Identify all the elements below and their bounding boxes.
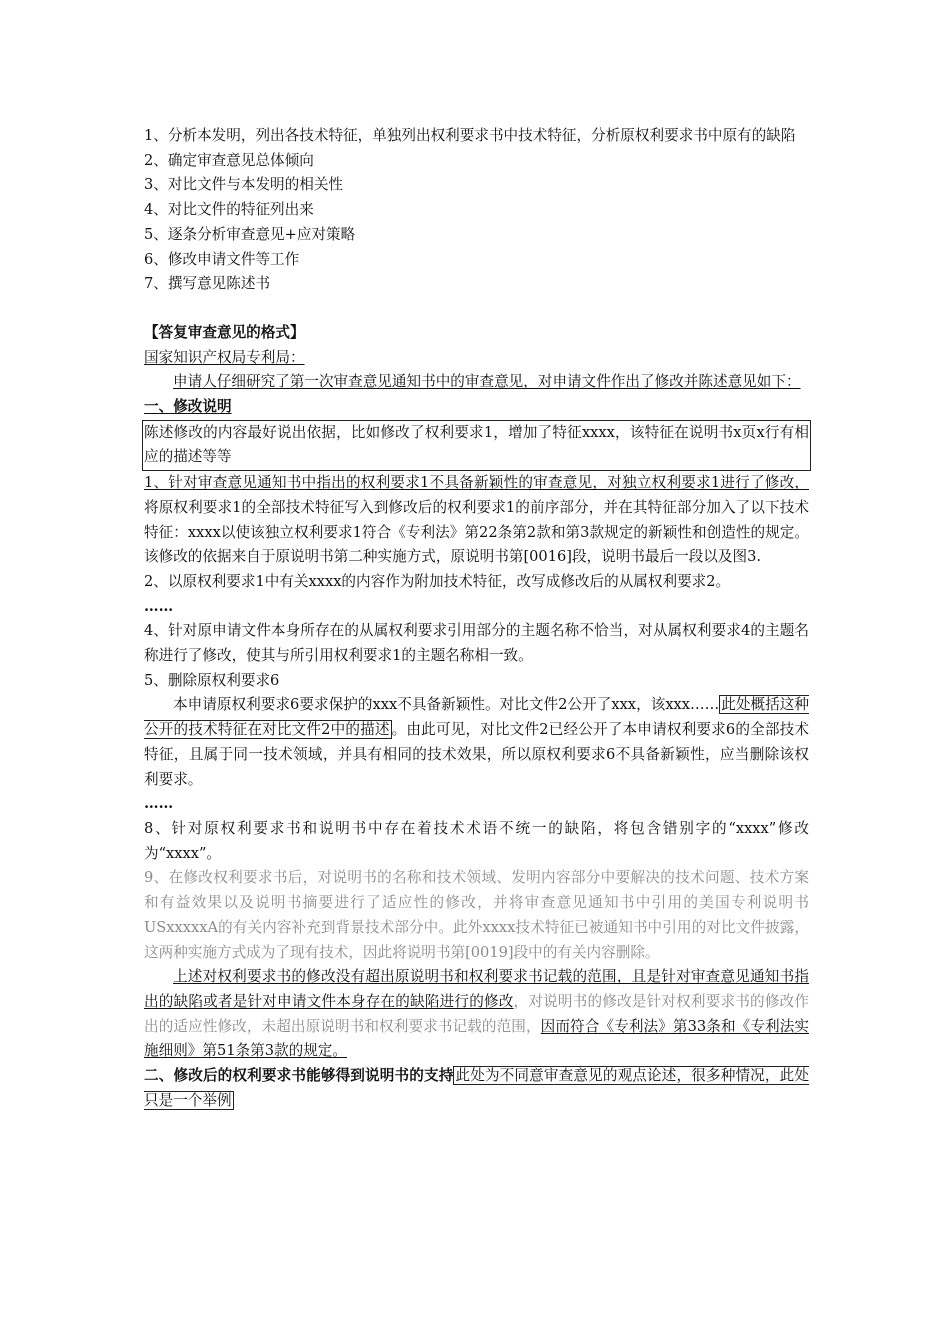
step-item: 2、确定审查意见总体倾向 [144, 151, 314, 169]
addressee [144, 346, 809, 371]
summary-underlined: 上述对权利要求书的修改没有超出原说明书和权利要求书记载的范围，且是针对审查意见通知书指出的缺陷或者是针对申请文件本身存在的缺陷进行的修改 [144, 968, 809, 1010]
item5-heading: 5、删除原权利要求6 [144, 671, 280, 689]
step-item: 5、逐条分析审查意见+应对策略 [144, 225, 356, 243]
summary-conclusion: 因而符合《专利法》第33条和《专利法实施细则》第51条第3款的规定。 [144, 1017, 809, 1060]
item1-rest: 将原权利要求1的全部技术特征写入到修改后的权利要求1的前序部分，并在其特征部分加入了以下技术特征：xxxx以使该独立权利要求1符合《专利法》第22条第2款和第3款规定的新颖性和创造性的规定。该修改的依据来自于原说明书第二种实施方式，原说明书第[0016]段，说明书最后一段以及图3. [144, 498, 809, 566]
item5-text-b: 。由此可见，对比文件2已经公开了本申请权利要求6的全部技术特征，且属于同一技术领域，并具有相同的技术效果，所以原权利要求6不具备新颖性，应当删除该权利要求。 [144, 721, 809, 788]
item2-paragraph: 2、以原权利要求1中有关xxxx的内容作为附加技术特征，改写成修改后的从属权利要求2。 [144, 572, 731, 590]
format-heading: 【答复审查意见的格式】 [144, 323, 305, 341]
document-page [144, 124, 809, 1113]
ellipsis: …… [144, 795, 174, 813]
section2-paragraph [144, 1064, 809, 1113]
item5-text-a: 本申请原权利要求6要求保护的xxx不具备新颖性。对比文件2公开了xxx，该xxx…… [173, 696, 720, 714]
item4-paragraph: 4、针对原申请文件本身所存在的从属权利要求引用部分的主题名称不恰当，对从属权利要求4的主题名称进行了修改，使其与所引用权利要求1的主题名称相一致。 [144, 622, 809, 665]
step-item: 6、修改申请文件等工作 [144, 250, 300, 268]
section1-heading: 一、修改说明 [144, 398, 232, 416]
intro-paragraph [144, 370, 809, 395]
addressee-text: 国家知识产权局专利局： [144, 348, 305, 366]
steps-list [144, 124, 809, 297]
step-item: 1、分析本发明，列出各技术特征，单独列出权利要求书中技术特征，分析原权利要求书中原有的缺陷 [144, 127, 796, 144]
item5-note-box: 此处概括这种公开的技术特征在对比文件2中的描述 [144, 696, 809, 739]
ellipsis: …… [144, 597, 174, 615]
step-item: 7、撰写意见陈述书 [144, 275, 271, 293]
item1-paragraph [144, 471, 809, 570]
summary-paragraph [144, 965, 809, 1064]
intro-text: 申请人仔细研究了第一次审查意见通知书中的审查意见，对申请文件作出了修改并陈述意见如下： [173, 373, 801, 391]
spacer [144, 297, 809, 321]
item8-paragraph: 8、针对原权利要求书和说明书中存在着技术术语不统一的缺陷，将包含错别字的“xxxx”修改为“xxxx”。 [144, 819, 809, 862]
step-item: 4、对比文件的特征列出来 [144, 201, 314, 219]
item5-paragraph [144, 693, 809, 792]
summary-gray: ，对说明书的修改是针对权利要求书的修改作出的适应性修改，未超出原说明书和权利要求书记载的范围， [144, 992, 809, 1035]
section1-note-box: 陈述修改的内容最好说出依据，比如修改了权利要求1，增加了特征xxxx，该特征在说明书x页x行有相应的描述等等 [142, 420, 811, 471]
section2-note-box: 此处为不同意审查意见的观点论述，很多种情况，此处只是一个举例 [144, 1067, 809, 1109]
step-item: 3、对比文件与本发明的相关性 [144, 176, 344, 194]
item9-paragraph: 9、在修改权利要求书后，对说明书的名称和技术领域、发明内容部分中要解决的技术问题、技术方案和有益效果以及说明书摘要进行了适应性的修改，并将审查意见通知书中引用的美国专利说明书USxxxxxA的有关内容补充到背景技术部分中。此外xxxx技术特征已被通知书中引用的对比文件披露，这两种实施方式成为了现有技术，因此将说明书第[0019]段中的有关内容删除。 [144, 869, 809, 961]
section2-heading: 二、修改后的权利要求书能够得到说明书的支持 [144, 1067, 454, 1085]
item1-underlined: 1、针对审查意见通知书中指出的权利要求1不具备新颖性的审查意见，对独立权利要求1进行了修改， [144, 474, 809, 492]
